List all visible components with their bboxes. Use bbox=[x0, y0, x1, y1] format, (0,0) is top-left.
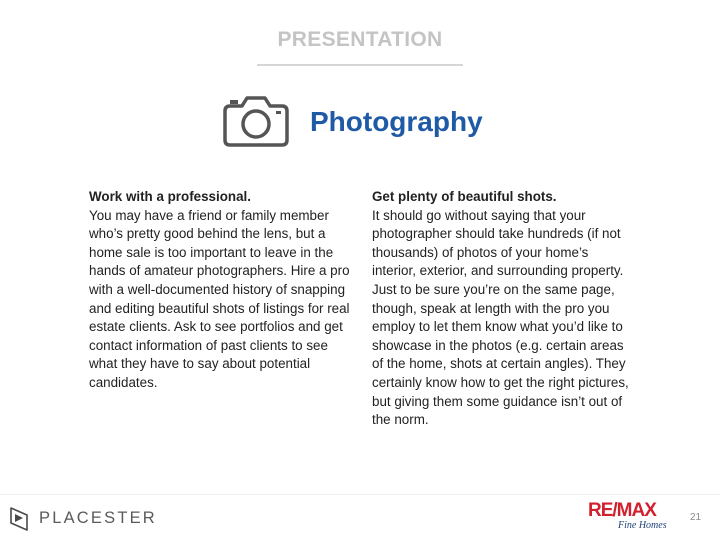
column-right bbox=[372, 188, 634, 430]
placester-mark-icon bbox=[9, 506, 29, 532]
page-number: 21 bbox=[690, 512, 702, 523]
remax-logo bbox=[586, 500, 676, 536]
column-heading: Get plenty of beautiful shots. bbox=[372, 189, 557, 204]
column-left bbox=[89, 188, 351, 393]
camera-icon bbox=[222, 94, 290, 148]
column-heading: Work with a professional. bbox=[89, 189, 251, 204]
remax-wordmark: RE/MAX bbox=[588, 500, 656, 521]
title-divider bbox=[257, 64, 463, 66]
placester-wordmark: PLACESTER bbox=[39, 509, 157, 527]
column-body: It should go without saying that your photographer should take hundreds (if not thousands) of photos of your home’s interior, exterior, and surrounding property. Just to be sure you’re on the same page, though, speak at length with the pro you employ to let them know what you’d like to showcase in the photos (e.g. certain areas of the home, shots at certain angles). They certainly know how to get the right pictures, but giving them some guidance isn’t out of the norm. bbox=[372, 207, 629, 428]
column-body: You may have a friend or family member who’s pretty good behind the lens, but a home sale is too important to leave in the hands of amateur photographers. Hire a pro with a well-documented history of snapping and editing beautiful shots of listings for real estate clients. Ask to see portfolios and get contact information of past clients to see what they have to say about potential candidates. bbox=[89, 207, 350, 390]
section-title: PRESENTATION bbox=[277, 28, 443, 51]
footer-divider bbox=[0, 494, 720, 495]
page-heading: Photography bbox=[310, 106, 483, 137]
remax-tagline: Fine Homes bbox=[618, 520, 667, 531]
